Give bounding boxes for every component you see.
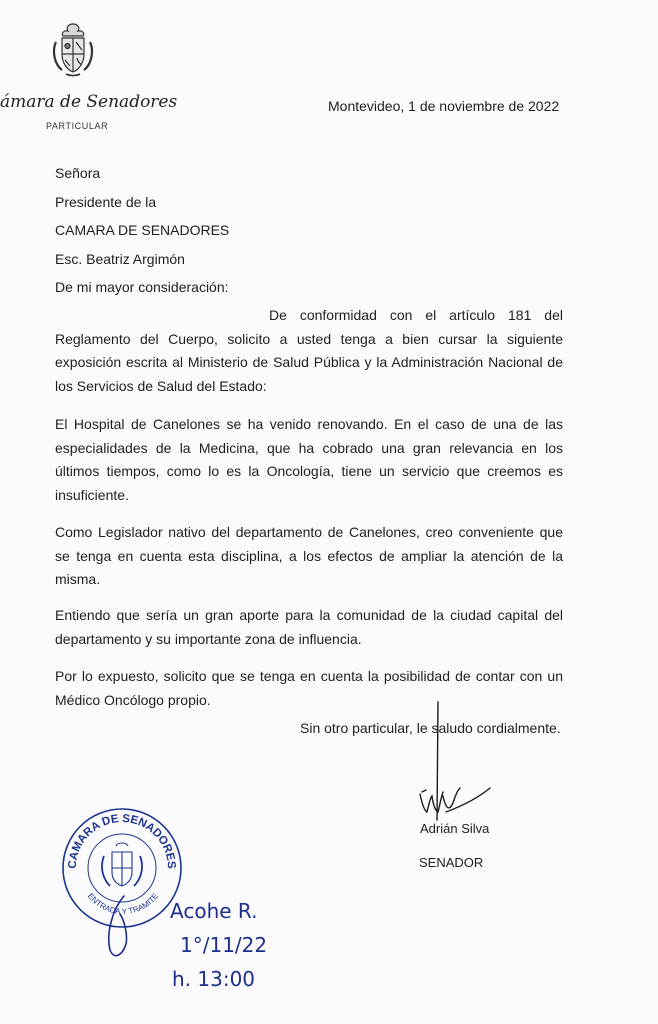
signatory-title: SENADOR [419, 855, 484, 870]
chamber-name: ámara de Senadores [0, 92, 178, 112]
coat-of-arms-icon [48, 20, 98, 78]
handwritten-receipt-note [102, 890, 292, 1000]
stamp-top-text: CAMARA DE SENADORES [66, 812, 178, 870]
recipient-line-4: Esc. Beatriz Argimón [55, 251, 185, 267]
recipient-line-2: Presidente de la [55, 194, 157, 210]
letterhead-subtitle: PARTICULAR [46, 121, 109, 131]
body-paragraph-1: De conformidad con el artículo 181 del Reglamento del Cuerpo, solicito a usted tenga a bien cursar la siguiente exposición escrita al Ministerio de Salud Pública y la Administración Nacional de los Servicios de Salud del Estado: [55, 307, 563, 394]
note-line-1: Acohe R. [170, 899, 258, 923]
recipient-line-3: CAMARA DE SENADORES [55, 222, 230, 238]
note-line-2: 1°/11/22 [180, 933, 268, 957]
stamp-bottom-text: ENTRADA Y TRAMITE [85, 891, 161, 917]
handwritten-signature [412, 700, 512, 830]
place-date: Montevideo, 1 de noviembre de 2022 [328, 98, 560, 114]
closing-line: Sin otro particular, le saludo cordialmente. [300, 720, 561, 736]
salutation: De mi mayor consideración: [55, 279, 229, 295]
note-line-3: h. 13:00 [172, 967, 256, 991]
body-paragraph-5: Por lo expuesto, solicito que se tenga en cuenta la posibilidad de contar con un Médico Oncólogo propio. [55, 668, 563, 708]
body-paragraph-2: El Hospital de Canelones se ha venido renovando. En el caso de una de las especialidades de la Medicina, que ha cobrado una gran relevancia en los últimos tiempos, como lo es la Oncología, tiene un servicio que creemos es insuficiente. [55, 416, 563, 503]
signatory-name: Adrián Silva [420, 821, 490, 836]
body-paragraph-3: Como Legislador nativo del departamento de Canelones, creo conveniente que se tenga en cuenta esta disciplina, a los efectos de ampliar la atención de la misma. [55, 524, 563, 587]
recipient-line-1: Señora [55, 165, 101, 181]
body-paragraph-4: Entiendo que sería un gran aporte para la comunidad de la ciudad capital del departamento y su importante zona de influencia. [55, 607, 563, 647]
